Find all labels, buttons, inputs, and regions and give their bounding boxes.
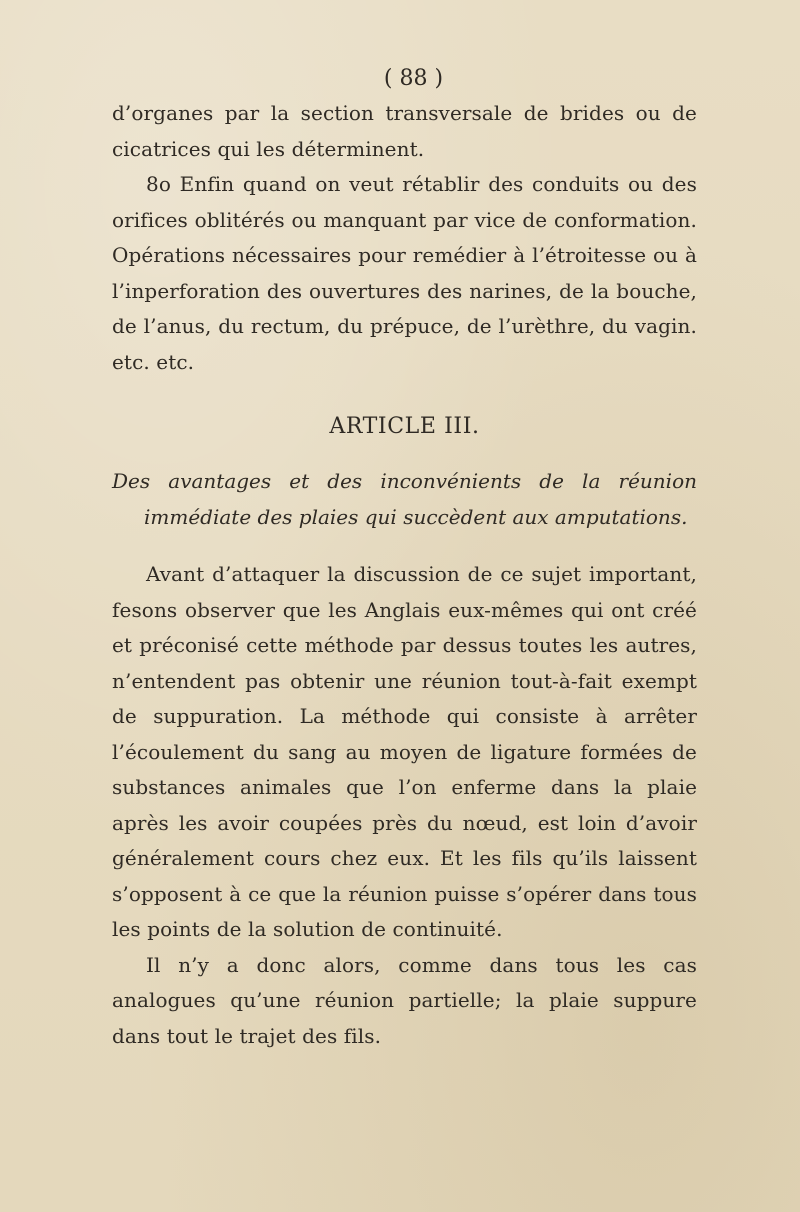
text-column (112, 62, 697, 1054)
article-heading: ARTICLE III. (329, 414, 480, 439)
paragraph-continuation: d’organes par la section transversale de brides ou de cicatrices qui les déterminent. (112, 101, 697, 161)
paragraph-conclusion: Il n’y a donc alors, comme dans tous les cas analogues qu’une réunion partielle; la plaie suppure dans tout le trajet des fils. (112, 952, 697, 1048)
section-subtitle: Des avantages et des inconvénients de la réunion immédiate des plaies qui succèdent aux amputations. (112, 469, 697, 529)
paragraph-item-8: 8o Enfin quand on veut rétablir des conduits ou des orifices oblitérés ou manquant par vice de conformation. Opérations nécessaires pour remédier à l’étroitesse ou à l’inperforation des ouvertures des narines, de la bouche, de l’anus, du rectum, du prépuce, de l’urèthre, du vagin. etc. etc. (112, 172, 697, 374)
page-number: ( 88 ) (383, 66, 444, 91)
paragraph-discussion: Avant d’attaquer la discussion de ce sujet important, fesons observer que les Anglais eux-mêmes qui ont créé et préconisé cette méthode par dessus toutes les autres, n’entendent pas obtenir une réunion tout-à-fait exempt de suppuration. La méthode qui consiste à arrêter l’écoulement du sang au moyen de ligature formées de substances animales que l’on enferme dans la plaie après les avoir coupées près du nœud, est loin d’avoir généralement cours chez eux. Et les fils qu’ils laissent s’opposent à ce que la réunion puisse s’opérer dans tous les points de la solution de continuité. (112, 562, 697, 941)
